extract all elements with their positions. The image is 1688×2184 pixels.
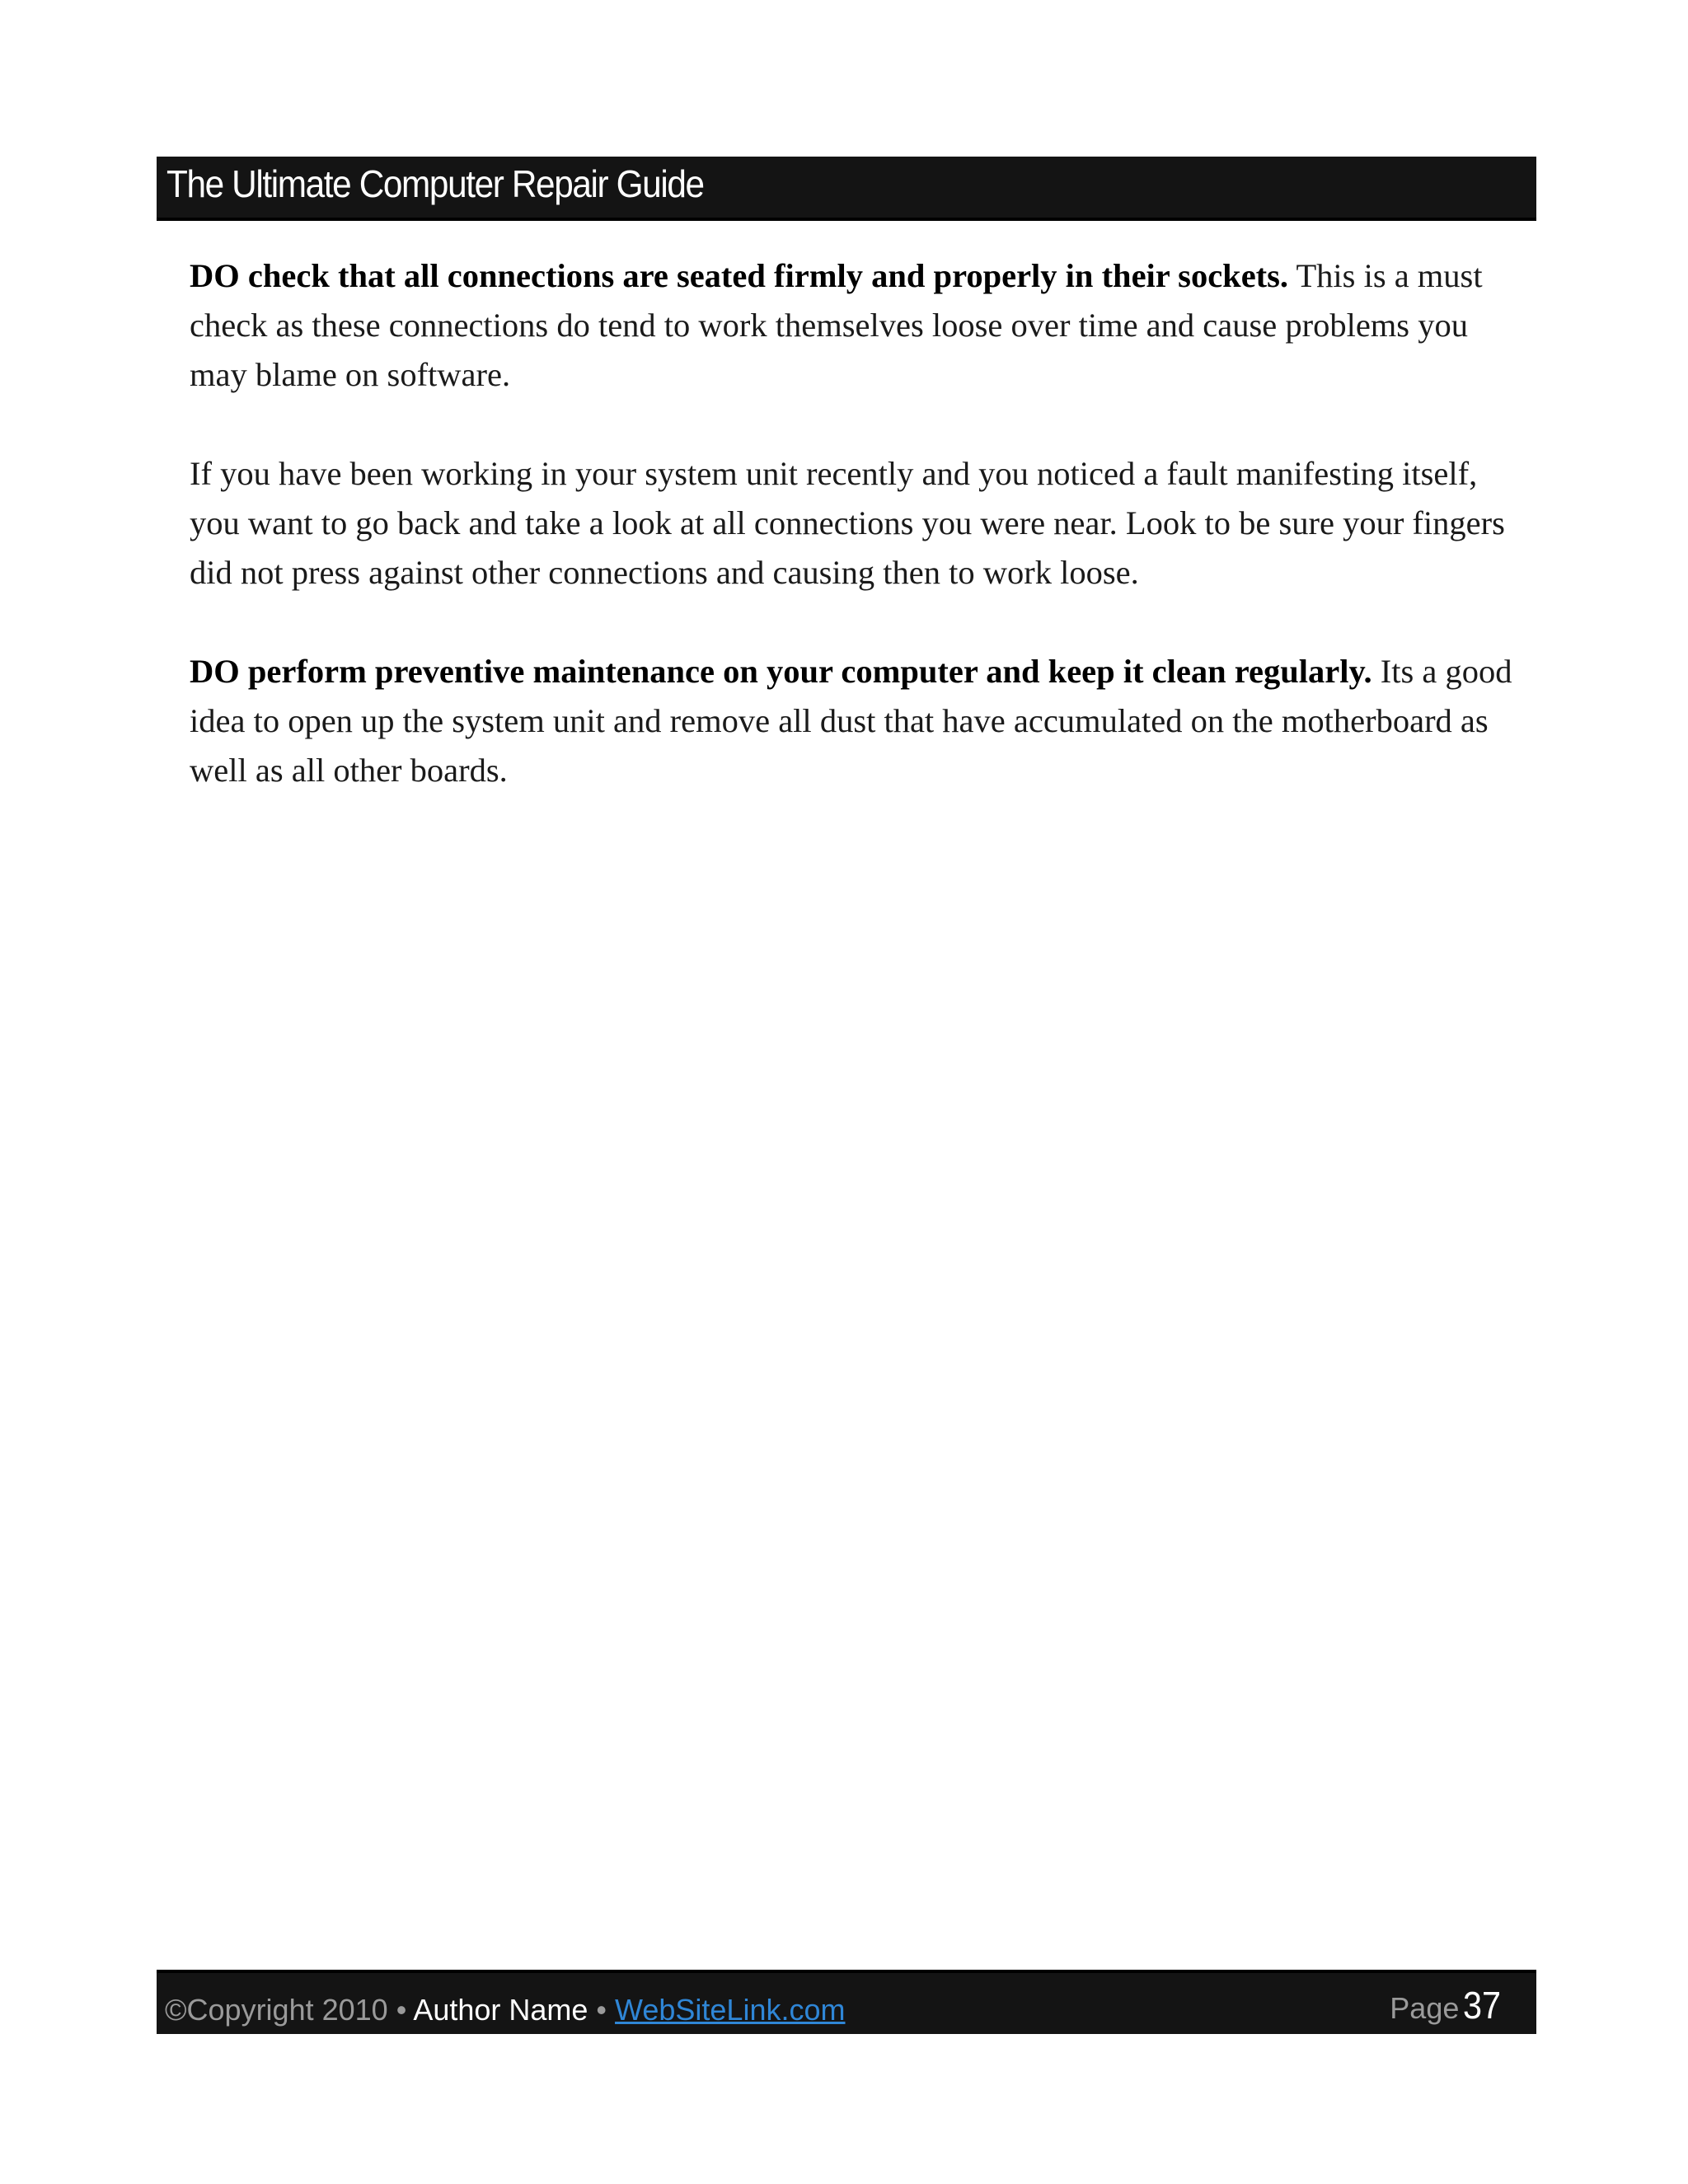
paragraph-text: Its a good idea to open up the system unit and remove all dust that have accumulated on the motherboard as well as all other boards. xyxy=(190,653,1512,789)
website-link[interactable]: WebSiteLink.com xyxy=(615,1993,846,2027)
page-footer xyxy=(157,1970,1536,2034)
page-label: Page xyxy=(1390,1991,1460,2025)
footer-separator: • xyxy=(387,1993,414,2027)
paragraph-preventive-maintenance xyxy=(190,647,1517,795)
page-header xyxy=(157,157,1536,221)
paragraph-recent-work xyxy=(190,449,1517,598)
document-body xyxy=(190,251,1517,845)
footer-credits xyxy=(165,1993,846,2027)
paragraph-check-connections xyxy=(190,251,1517,400)
page-number: 37 xyxy=(1462,1984,1501,2027)
document-title: The Ultimate Computer Repair Guide xyxy=(166,162,704,205)
footer-separator: • xyxy=(588,1993,616,2027)
paragraph-lead: DO check that all connections are seated firmly and properly in their sockets. xyxy=(190,257,1289,294)
page-indicator xyxy=(1390,1983,1505,2027)
paragraph-text: If you have been working in your system unit recently and you noticed a fault manifesting itself, you want to go back and take a look at all connections you were near. Look to be sure your fingers did not press against other connections and causing then to work loose. xyxy=(190,455,1505,591)
copyright-text: ©Copyright 2010 xyxy=(165,1993,388,2027)
paragraph-text: This is a must check as these connections do tend to work themselves loose over time and cause problems you may blame on software. xyxy=(190,257,1483,393)
author-name: Author Name xyxy=(413,1993,588,2027)
paragraph-lead: DO perform preventive maintenance on your computer and keep it clean regularly. xyxy=(190,653,1372,690)
